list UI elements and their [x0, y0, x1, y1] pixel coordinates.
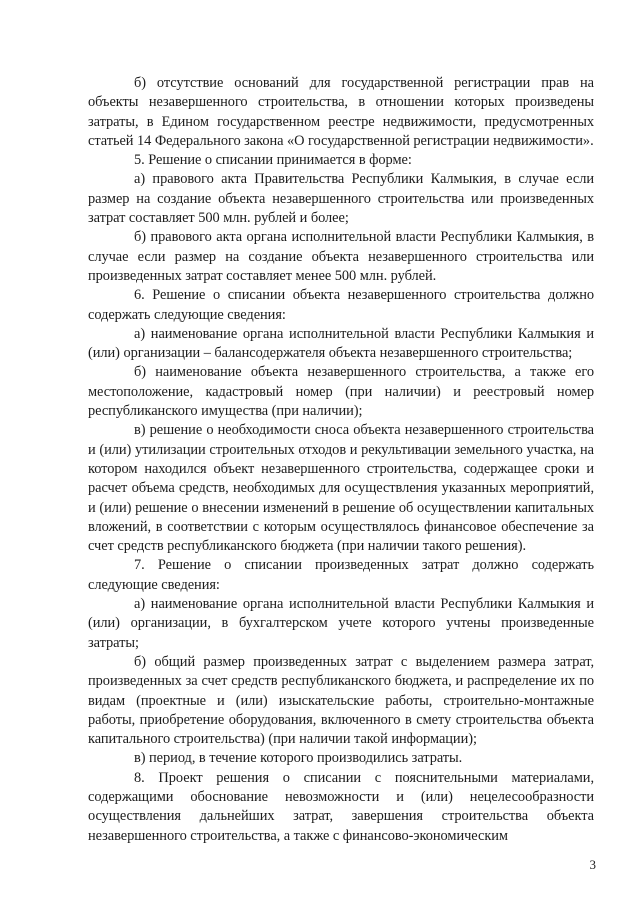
paragraph-accounting-organization: а) наименование органа исполнительной власти Республики Калмыкия и (или) организации, в бухгалтерском учете которого учтены произведенные затраты; — [88, 596, 594, 651]
paragraph-total-costs: б) общий размер произведенных затрат с выделением размера затрат, произведенных за счет средств республиканского бюджета, и распределение их по видам (проектные и (или) изыскательские работы, строительно-монтажные работы, приобретение оборудования, включенного в смету строительства объекта капитального строительства) (при наличии такой информации); — [88, 653, 594, 748]
paragraph-registration-grounds: б) отсутствие оснований для государственной регистрации прав на объекты незавершенного строительства, в отношении которых произведены затраты, в Едином государственном реестре недвижимости, предусмотренных статьей 14 Федерального закона «О государственной регистрации недвижимости». — [88, 75, 594, 149]
paragraph-draft-decision: 8. Проект решения о списании с пояснительными материалами, содержащими обоснование невозможности и (или) нецелесообразности осуществления дальнейших затрат, завершения строительства объекта незавершенного строительства, а также с финансово-экономическим — [88, 769, 594, 844]
paragraph-object-name: б) наименование объекта незавершенного строительства, а также его местоположение, кадастровый номер (при наличии) и реестровый номер республиканского имущества (при наличии); — [88, 364, 594, 420]
paragraph-object-decision-contents: 6. Решение о списании объекта незавершенного строительства должно содержать следующие сведения: — [88, 287, 594, 323]
paragraph-authority-name: а) наименование органа исполнительной власти Республики Калмыкия и (или) организации – балансодержателя объекта незавершенного строительства; — [88, 325, 594, 362]
paragraph-costs-decision-contents: 7. Решение о списании произведенных затрат должно содержать следующие сведения: — [88, 557, 594, 593]
paragraph-decision-form: 5. Решение о списании принимается в форме: — [134, 152, 412, 169]
paragraph-executive-act: б) правового акта органа исполнительной власти Республики Калмыкия, в случае если размер на создание объекта незавершенного строительства или произведенных затрат составляет менее 500 млн. рублей. — [88, 229, 594, 284]
paragraph-demolition-decision: в) решение о необходимости сноса объекта незавершенного строительства и (или) утилизации строительных отходов и рекультивации земельного участка, на котором находился объект незавершенного строительства, содержащее сроки и расчет объема средств, необходимых для осуществления указанных мероприятий, и (или) решение о внесении изменений в решение об осуществлении капитальных вложений, в соответствии с которым осуществлялось финансовое обеспечение за счет средств республиканского бюджета (при наличии такого решения). — [88, 422, 594, 555]
document-body — [88, 74, 594, 846]
page-number: 3 — [589, 857, 596, 872]
paragraph-government-act: а) правового акта Правительства Республики Калмыкия, в случае если размер на создание объекта незавершенного строительства или произведенных затрат составляет 500 млн. рублей и более; — [88, 171, 594, 227]
paragraph-cost-period: в) период, в течение которого производились затраты. — [134, 750, 463, 767]
